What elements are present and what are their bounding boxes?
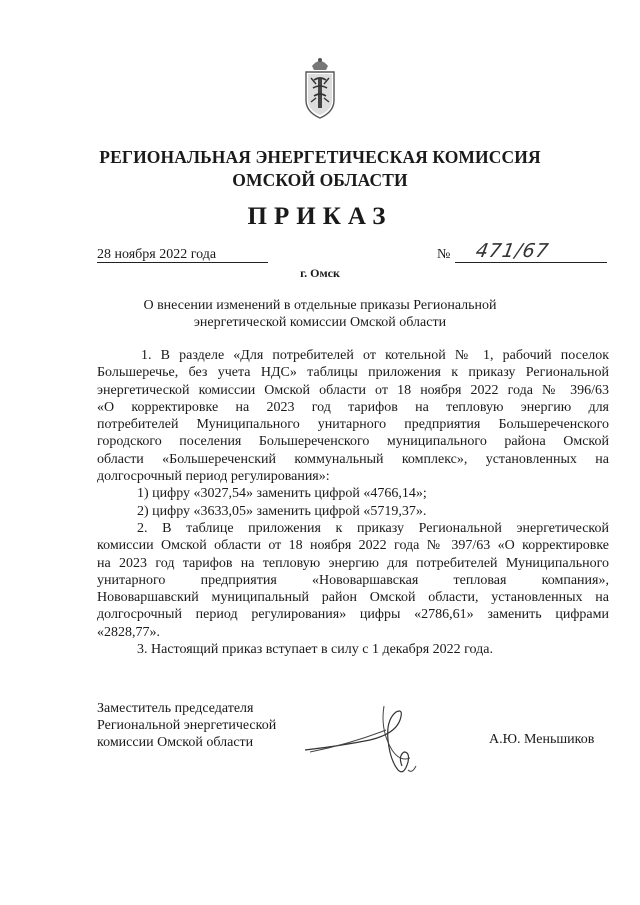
org-name-line1: РЕГИОНАЛЬНАЯ ЭНЕРГЕТИЧЕСКАЯ КОМИССИЯ (99, 147, 541, 167)
body-line: области «Большереченский коммунальный комплекс», установленных на (97, 451, 609, 467)
document-city: г. Омск (300, 266, 340, 280)
body-line: энергетической комиссии Омской области от 18 ноября 2022 года № 396/63 (97, 382, 609, 398)
document-type: ПРИКАЗ (247, 203, 393, 230)
document-subject (0, 297, 640, 331)
signatory-line: комиссии Омской области (97, 735, 254, 750)
body-line: на 2023 год тарифов на тепловую энергию для потребителей Муниципального (97, 555, 609, 571)
body-line: комиссии Омской области от 18 ноября 2022 года № 397/63 «О корректировке (97, 538, 609, 554)
signatory-name: А.Ю. Меньшиков (489, 732, 595, 747)
number-underline (455, 262, 607, 263)
date-underline (97, 262, 268, 263)
document-number: 471/67 (474, 240, 551, 262)
body-line: 1. В разделе «Для потребителей от котельной № 1, рабочий поселок (141, 348, 609, 363)
number-label: № (437, 247, 451, 262)
signatory-line: Региональной энергетической (97, 718, 277, 733)
document-date: 28 ноября 2022 года (97, 247, 217, 262)
document-body (97, 347, 609, 658)
body-line: долгосрочный период регулирования» цифры «2786,61» заменить цифрами (97, 607, 609, 623)
body-line: 2. В таблице приложения к приказу Региональной энергетической (137, 520, 609, 536)
handwritten-signature-icon (300, 700, 430, 780)
body-line: «О корректировке на 2023 год тарифов на тепловую энергию для (97, 399, 609, 415)
body-line: Большеречье, без учета НДС» таблицы приложения к приказу Региональной (97, 365, 609, 381)
org-name-line2: ОМСКОЙ ОБЛАСТИ (232, 170, 408, 190)
body-line: унитарного предприятия «Нововаршавская тепловая компания», (97, 572, 609, 588)
body-line: 3. Настоящий приказ вступает в силу с 1 декабря 2022 года. (137, 642, 493, 658)
body-line: 2) цифру «3633,05» заменить цифрой «5719,37». (137, 503, 427, 519)
body-line: «2828,77». (97, 624, 160, 640)
body-line: городского поселения Большереченского муниципального района Омской (97, 434, 609, 450)
body-line: Нововаршавский муниципальный район Омской области, установленных на (97, 590, 609, 606)
signatory-line: Заместитель председателя (97, 701, 254, 716)
signatory-position (97, 700, 276, 751)
body-line: потребителей Муниципального унитарного предприятия Большереченского (97, 417, 609, 433)
coat-of-arms-icon (302, 54, 338, 120)
subject-line: О внесении изменений в отдельные приказы Региональной (143, 298, 497, 313)
body-line: 1) цифру «3027,54» заменить цифрой «4766,14»; (137, 486, 427, 502)
body-line: долгосрочный период регулирования»: (97, 469, 330, 485)
subject-line: энергетической комиссии Омской области (193, 315, 447, 330)
